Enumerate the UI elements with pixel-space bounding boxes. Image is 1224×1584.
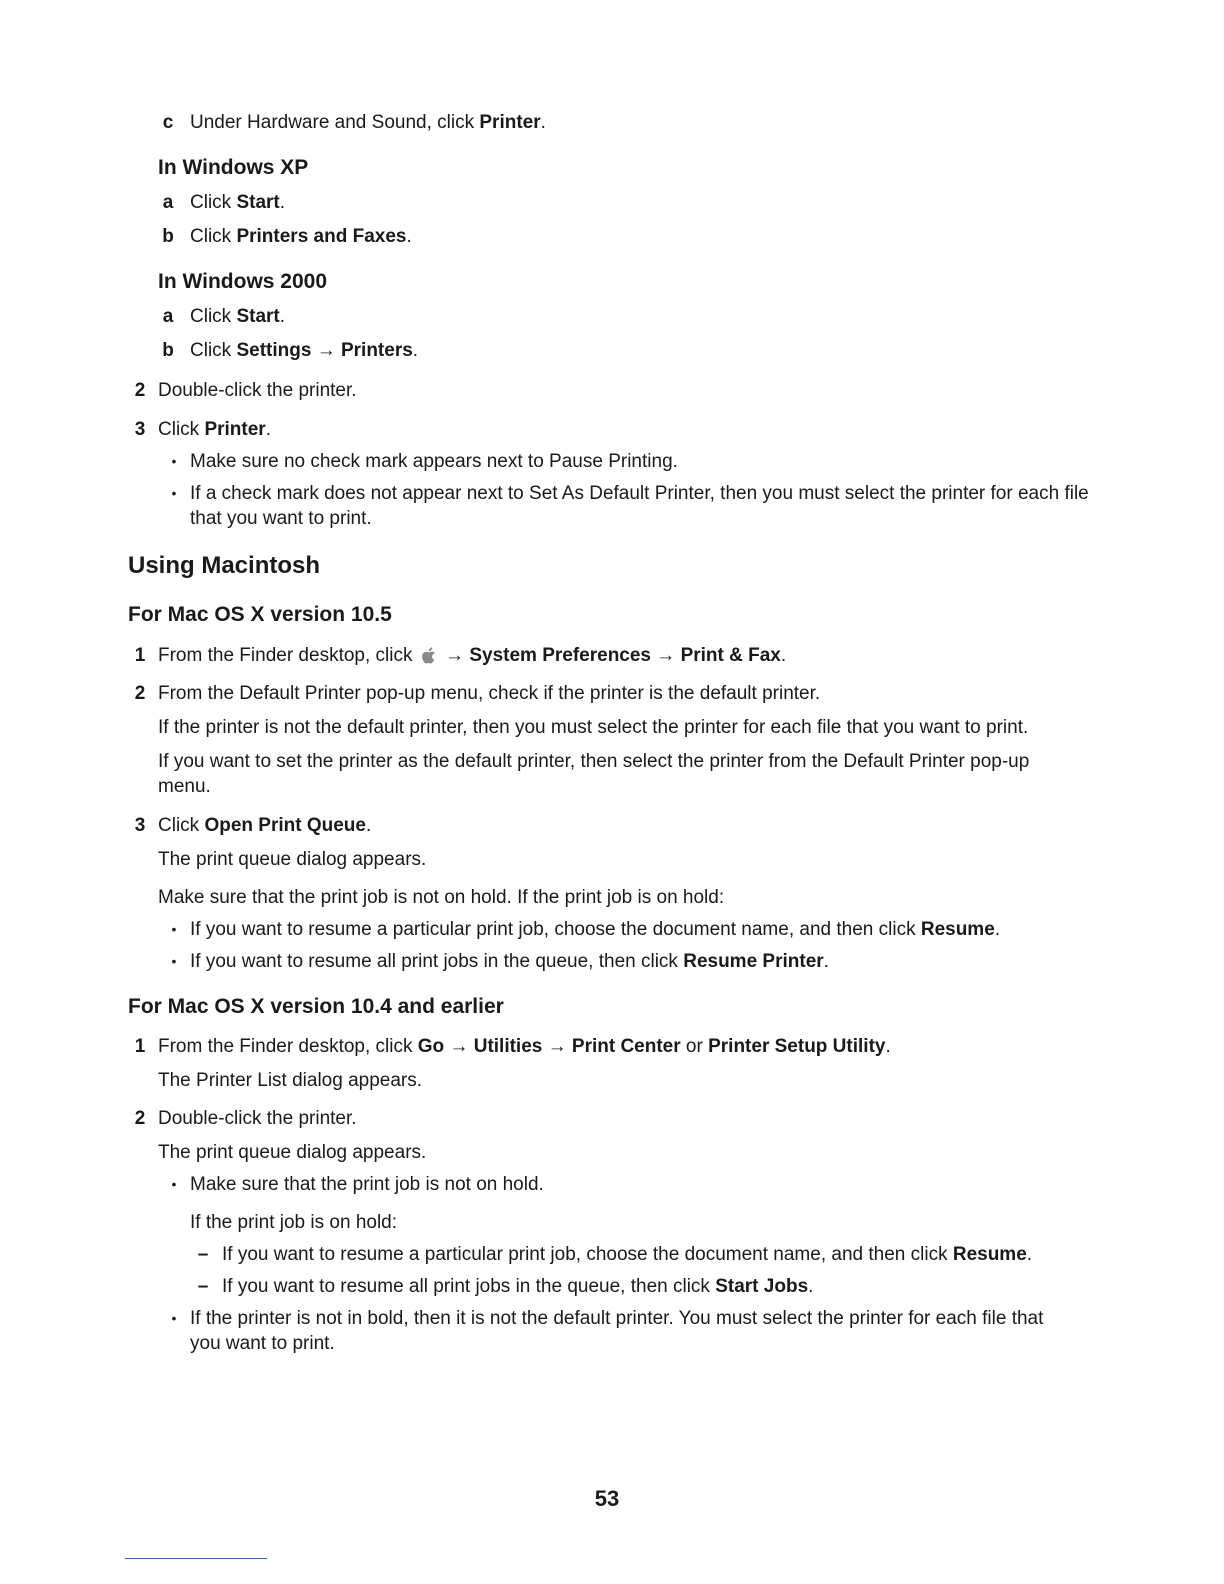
bullet-icon: • <box>171 1310 177 1326</box>
xp-step-a-text: Click Start. <box>190 192 286 213</box>
step-label-a: a <box>162 192 174 213</box>
step-number-1: 1 <box>134 1036 146 1057</box>
w2k-step-b-text: Click Settings → Printers. <box>190 340 419 361</box>
dash-icon: – <box>197 1244 209 1265</box>
win-step-3-bullet-1: Make sure no check mark appears next to Pause Printing. <box>190 451 678 472</box>
bullet-icon: • <box>171 485 177 501</box>
heading-using-macintosh: Using Macintosh <box>128 552 321 579</box>
arrow-icon: → <box>449 1036 469 1057</box>
step-number-3: 3 <box>134 419 146 440</box>
dash-icon: – <box>197 1276 209 1297</box>
footer-rule <box>125 1558 267 1559</box>
mac105-step-3-text: Click Open Print Queue. <box>158 815 372 836</box>
mac105-step-2-text: From the Default Printer pop-up menu, check if the printer is the default printer. <box>158 683 821 704</box>
step-number-1: 1 <box>134 645 146 666</box>
step-number-2: 2 <box>134 380 146 401</box>
mac105-step-3-para-1: The print queue dialog appears. <box>158 849 427 870</box>
bullet-icon: • <box>171 921 177 937</box>
apple-menu-icon <box>420 646 438 664</box>
win-step-3-bullet-2: If a check mark does not appear next to Set As Default Printer, then you must select the printer for each file <box>190 483 1089 504</box>
bullet-icon: • <box>171 1176 177 1192</box>
heading-mac-10-4: For Mac OS X version 10.4 and earlier <box>128 995 504 1018</box>
mac104-step-2-dash-1: If you want to resume a particular print job, choose the document name, and then click Resume. <box>222 1244 1033 1265</box>
mac105-step-2-para-1: If the printer is not the default printer, then you must select the printer for each file that you want to print. <box>158 717 1029 738</box>
w2k-step-a-text: Click Start. <box>190 306 286 327</box>
win-step-2-text: Double-click the printer. <box>158 380 357 401</box>
heading-windows-xp: In Windows XP <box>158 156 309 179</box>
mac104-step-2-bullet-2-cont: you want to print. <box>190 1333 335 1354</box>
mac104-step-1-text: From the Finder desktop, click Go → Utilities → Print Center or Printer Setup Utility. <box>158 1036 891 1057</box>
step-label-a: a <box>162 306 174 327</box>
step-number-2: 2 <box>134 1108 146 1129</box>
heading-mac-10-5: For Mac OS X version 10.5 <box>128 603 392 626</box>
arrow-icon: → <box>656 645 676 666</box>
step-label-c: c <box>162 112 174 133</box>
mac104-step-2-dash-2: If you want to resume all print jobs in the queue, then click Start Jobs. <box>222 1276 814 1297</box>
step-label-b: b <box>162 226 174 247</box>
mac105-step-2-para-2: If you want to set the printer as the default printer, then select the printer from the Default Printer pop-up <box>158 751 1030 772</box>
step-c-text: Under Hardware and Sound, click Printer. <box>190 112 546 133</box>
mac104-step-2-bullet-1-para: If the print job is on hold: <box>190 1212 398 1233</box>
heading-windows-2000: In Windows 2000 <box>158 270 328 293</box>
step-number-2: 2 <box>134 683 146 704</box>
mac104-step-2-para: The print queue dialog appears. <box>158 1142 427 1163</box>
mac104-step-2-text: Double-click the printer. <box>158 1108 357 1129</box>
bullet-icon: • <box>171 953 177 969</box>
step-number-3: 3 <box>134 815 146 836</box>
win-step-3-bullet-2-cont: that you want to print. <box>190 508 372 529</box>
mac104-step-2-bullet-2: If the printer is not in bold, then it is not the default printer. You must select the printer for each file that <box>190 1308 1044 1329</box>
arrow-icon: → <box>445 645 465 666</box>
mac105-step-1-text: From the Finder desktop, click → System Preferences → Print & Fax. <box>158 645 787 666</box>
page-number: 53 <box>594 1486 620 1511</box>
bullet-icon: • <box>171 453 177 469</box>
win-step-3-text: Click Printer. <box>158 419 271 440</box>
mac105-step-2-para-2-cont: menu. <box>158 776 211 797</box>
xp-step-b-text: Click Printers and Faxes. <box>190 226 412 247</box>
arrow-icon: → <box>547 1036 567 1057</box>
mac104-step-1-para: The Printer List dialog appears. <box>158 1070 423 1091</box>
mac105-step-3-para-2: Make sure that the print job is not on hold. If the print job is on hold: <box>158 887 725 908</box>
step-label-b: b <box>162 340 174 361</box>
mac105-step-3-bullet-1: If you want to resume a particular print job, choose the document name, and then click Resume. <box>190 919 1001 940</box>
arrow-icon: → <box>316 340 336 361</box>
mac105-step-3-bullet-2: If you want to resume all print jobs in the queue, then click Resume Printer. <box>190 951 829 972</box>
mac104-step-2-bullet-1: Make sure that the print job is not on hold. <box>190 1174 544 1195</box>
